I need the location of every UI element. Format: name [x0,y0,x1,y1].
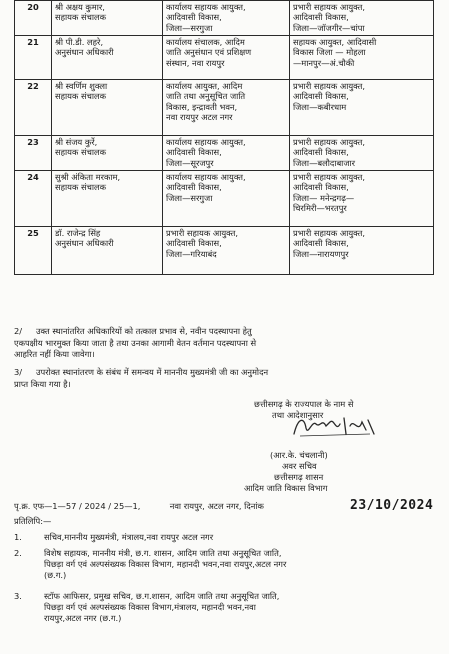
current-posting-cell-line: नवा रायपुर अटल नगर [166,111,233,122]
new-posting-cell [290,136,434,171]
signature-block [244,450,328,494]
officer-name-cell [52,136,163,171]
officer-name-cell [52,80,163,136]
copy-item-number: 1. [14,532,22,542]
current-posting-cell-line: कार्यालय सहायक आयुक्त, [166,137,246,147]
officer-name-cell-line: सुश्री अंकिता मरकाम, [55,172,121,182]
new-posting-cell-line: जिला—नारायणपुर [293,248,349,259]
current-posting-cell-line: कार्यालय संचालक, आदिम [166,37,245,47]
current-posting-cell-line: जाति तथा अनुसूचित जाति [166,91,246,102]
new-posting-cell-line: जिला—जॉजगीर—चांपा [293,22,365,33]
new-posting-cell-line: आदिवासी विकास, [293,182,349,193]
officer-name-cell-line: श्री संजय कुर्रे, [55,137,98,147]
copy-item-line: पिछड़ा वर्ग एवं अल्पसंख्यक विकास विभाग,मंत्रालय, महानदी भवन,नवा [44,602,256,612]
current-posting-cell-line: आदिवासी विकास, [166,147,222,158]
officer-name-cell-line: सहायक संचालक [55,12,107,23]
reference-line [14,501,264,512]
handwritten-signature [290,414,378,438]
current-posting-cell-line: आदिवासी विकास, [166,238,222,249]
copy-to-title: प्रतिलिपि:— [14,516,52,526]
serial-number-cell: 21 [15,36,52,80]
new-posting-cell [290,80,434,136]
table-row [15,136,434,171]
new-posting-cell [290,227,434,275]
paragraph-2-line: एकपक्षीय भारमुक्त किया जाता है तथा उनका आगामी वेतन वर्तमान पदस्थापना से [14,337,257,348]
current-posting-cell [163,227,290,275]
new-posting-cell-line: प्रभारी सहायक आयुक्त, [293,2,365,12]
table-row [15,80,434,136]
order-authority-line: छत्तीसगढ़ के राज्यपाल के नाम से [254,399,354,409]
current-posting-cell [163,36,290,80]
transfer-table [14,0,434,275]
paragraph-2-number: 2/ [14,326,23,336]
current-posting-cell-line: जिला—सरगुजा [166,192,213,203]
current-posting-cell-line: आदिवासी विकास, [166,182,222,193]
current-posting-cell-line: कार्यालय सहायक आयुक्त, [166,2,246,12]
new-posting-cell-line: जिला—बलौदाबाजार [293,157,356,168]
new-posting-cell-line: सहायक आयुक्त, आदिवासी [293,37,377,47]
new-posting-cell-line: प्रभारी सहायक आयुक्त, [293,137,365,147]
copy-item-number: 2. [14,548,22,558]
signatory-name: (आर.के. चंचलानी) [270,450,328,460]
officer-name-cell [52,1,163,36]
new-posting-cell [290,1,434,36]
paragraph-2 [14,326,438,361]
paragraph-3-line: उपरोक्त स्थानांतरण के संबंध में समन्वय में माननीय मुख्यमंत्री जी का अनुमोदन [36,367,269,377]
signatory-department: आदिम जाति विकास विभाग [244,483,328,493]
current-posting-cell [163,1,290,36]
current-posting-cell-line: जिला—गरियाबंद [166,248,217,259]
officer-name-cell [52,227,163,275]
current-posting-cell [163,171,290,227]
handwritten-date: 23/10/2024 [350,498,434,513]
officer-name-cell [52,36,163,80]
current-posting-cell-line: कार्यालय सहायक आयुक्त, [166,172,246,182]
new-posting-cell-line: आदिवासी विकास, [293,91,349,102]
table-row [15,1,434,36]
table-row [15,227,434,275]
officer-name-cell-line: डॉ. राजेन्द्र सिंह [55,228,101,238]
signatory-designation: अवर सचिव [282,461,317,471]
new-posting-cell-line: आदिवासी विकास, [293,238,349,249]
copy-item-line: रायपुर,अटल नगर (छ.ग.) [44,613,122,623]
serial-number-cell: 24 [15,171,52,227]
copy-item-line: पिछड़ा वर्ग एवं अल्पसंख्यक विकास विभाग, महानदी भवन,नवा रायपुर,अटल नगर [44,559,287,569]
serial-number-cell: 25 [15,227,52,275]
paragraph-2-line: आहरित नहीं किया जावेगा। [14,349,95,359]
paragraph-3-number: 3/ [14,367,23,377]
current-posting-cell-line: संस्थान, नवा रायपुर [166,57,225,68]
officer-name-cell-line: श्री अक्षय कुमार, [55,2,105,12]
table-row [15,171,434,227]
paragraph-2-line: उक्त स्थानांतरित अधिकारियों को तत्काल प्रभाव से, नवीन पदस्थापना हेतु [36,326,252,336]
current-posting-cell-line: जिला—सरगुजा [166,22,213,33]
officer-name-cell [52,171,163,227]
reference-number: पृ.क्र. एफ—1—57 / 2024 / 25—1, [14,501,141,511]
current-posting-cell-line: आदिवासी विकास, [166,12,222,23]
officer-name-cell-line: श्री स्वर्णिम शुक्ला [55,81,108,91]
current-posting-cell-line: कार्यालय आयुक्त, आदिम [166,81,243,91]
new-posting-cell-line: विकास जिला — मोहला [293,47,366,58]
copy-item-line: विशेष सहायक, माननीय मंत्री, छ.ग. शासन, आदिम जाति तथा अनुसूचित जाति, [44,548,282,558]
officer-name-cell-line: अनुसंधान अधिकारी [55,47,114,58]
officer-name-cell-line: सहायक संचालक [55,182,107,193]
officer-name-cell-line: अनुसंधान अधिकारी [55,238,114,249]
new-posting-cell-line: चिरमिरी—भरतपुर [293,202,347,213]
officer-name-cell-line: सहायक संचालक [55,91,107,102]
current-posting-cell-line: विकास, इन्द्रावती भवन, [166,101,238,112]
new-posting-cell-line: प्रभारी सहायक आयुक्त, [293,228,365,238]
officer-name-cell-line: सहायक संचालक [55,147,107,158]
new-posting-cell-line: प्रभारी सहायक आयुक्त, [293,172,365,182]
new-posting-cell-line: जिला—कबीरधाम [293,101,347,112]
copy-item-line: (छ.ग.) [44,570,67,580]
new-posting-cell-line: प्रभारी सहायक आयुक्त, [293,81,365,91]
current-posting-cell [163,136,290,171]
current-posting-cell-line: जाति अनुसंधान एवं प्रशिक्षण [166,47,252,58]
new-posting-cell-line: जिला— मनेन्द्रगढ़— [293,192,355,203]
reference-place: नवा रायपुर, अटल नगर, दिनांक [169,501,264,511]
table-row [15,36,434,80]
copy-item-line: स्टॉफ आफिसर, प्रमुख सचिव, छ.ग.शासन, आदिम जाति तथा अनुसूचित जाति, [44,591,280,601]
paragraph-3 [14,367,438,390]
current-posting-cell-line: प्रभारी सहायक आयुक्त, [166,228,238,238]
serial-number-cell: 23 [15,136,52,171]
current-posting-cell [163,80,290,136]
new-posting-cell [290,36,434,80]
copy-item-number: 3. [14,591,22,601]
serial-number-cell: 22 [15,80,52,136]
officer-name-cell-line: श्री पी.डी. लहरे, [55,37,104,47]
paragraph-3-line: प्राप्त किया गया है। [14,378,71,389]
new-posting-cell [290,171,434,227]
order-authority-line: तथा आदेशानुसार [272,410,324,420]
copy-item-line: सचिव,माननीय मुख्यमंत्री, मंत्रालय,नवा रायपुर अटल नगर [44,532,214,542]
signatory-government: छत्तीसगढ़ शासन [274,472,324,482]
new-posting-cell-line: आदिवासी विकास, [293,147,349,158]
new-posting-cell-line: आदिवासी विकास, [293,12,349,23]
current-posting-cell-line: जिला—सूरजपुर [166,157,214,168]
serial-number-cell: 20 [15,1,52,36]
new-posting-cell-line: —मानपुर—अं.चौकी [293,57,355,68]
